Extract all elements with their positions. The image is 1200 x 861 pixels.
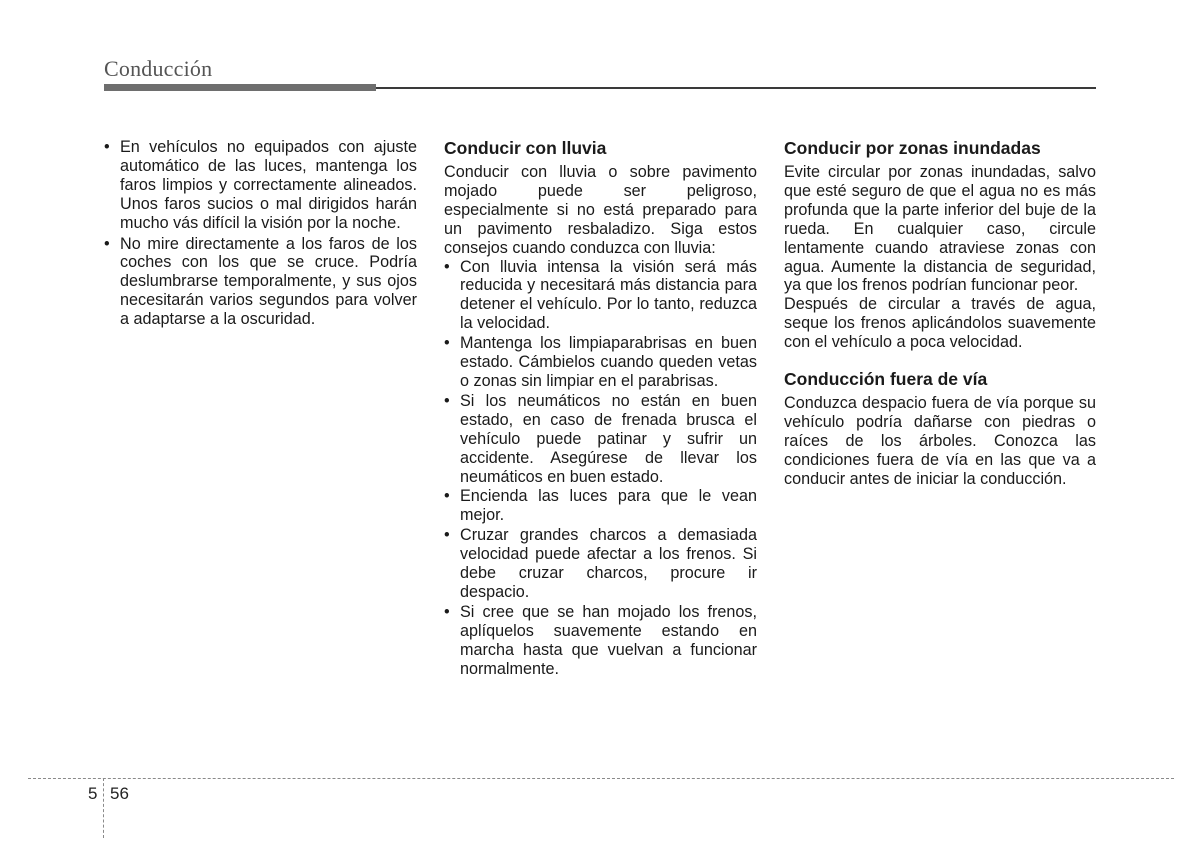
bullet-text: No mire directamente a los faros de los coches con los que se cruce. Podría deslumbrarse temporalmente, y sus ojos necesitarán varios segundos para volver a adaptarse a la oscuridad. [120,234,417,329]
column-1 [104,138,417,331]
list-item [444,392,757,487]
list-item [444,603,757,679]
chapter-number: 5 [88,784,98,803]
bullet-icon: • [444,487,450,506]
bullet-icon: • [444,602,450,621]
bullet-text: Cruzar grandes charcos a demasiada velocidad puede afectar a los frenos. Si debe cruzar charcos, procure ir despacio. [460,526,757,601]
page-header-title: Conducción [104,56,213,81]
bullet-text: Encienda las luces para que le vean mejor. [460,487,757,525]
paragraph-flooded-2: Después de circular a través de agua, seque los frenos aplicándolos suavemente con el vehículo a poca velocidad. [784,295,1096,352]
bullet-icon: • [444,526,450,545]
bullet-text: Con lluvia intensa la visión será más reducida y necesitará más distancia para detener el vehículo. Por lo tanto, reduzca la velocidad. [460,257,757,333]
rain-bullet-list [444,258,757,679]
list-item [444,487,757,525]
bullet-text: Si cree que se han mojado los frenos, aplíquelos suavemente estando en marcha hasta que vuelvan a funcionar normalmente. [460,602,757,678]
bullet-icon: • [444,391,450,410]
header-rule-thin [376,87,1096,89]
page-number: 56 [110,784,129,803]
column-2 [444,138,757,679]
paragraph-offroad-1: Conduzca despacio fuera de vía porque su vehículo podría dañarse con piedras o raíces de los árboles. Conozca las condiciones fuera de vía en las que va a conducir antes de iniciar la conducción. [784,394,1096,488]
list-item [444,334,757,391]
section-intro-rain: Conducir con lluvia o sobre pavimento mojado puede ser peligroso, especialmente si no está preparado para un pavimento resbaladizo. Siga estos consejos cuando conduzca con lluvia: [444,163,757,257]
bullet-icon: • [104,138,110,156]
footer-dashed-line [28,778,1174,779]
list-item [104,235,417,330]
bullet-icon: • [444,334,450,353]
column-1-bullet-list [104,138,417,329]
header-rule [104,84,1096,91]
header-rule-thick [104,84,376,91]
section-heading-flooded: Conducir por zonas inundadas [784,138,1041,158]
section-heading-rain: Conducir con lluvia [444,138,607,158]
list-item [444,258,757,334]
list-item [104,138,417,233]
bullet-icon: • [104,234,110,253]
bullet-icon: • [444,257,450,276]
bullet-text: En vehículos no equipados con ajuste automático de las luces, mantenga los faros limpios y correctamente alineados. Unos faros sucios o mal dirigidos harán mucho vás difícil la visión por la noche. [120,138,417,232]
column-3 [784,138,1096,489]
footer-dashed-divider [103,778,104,838]
bullet-text: Mantenga los limpiaparabrisas en buen estado. Cámbielos cuando queden vetas o zonas sin limpiar en el parabrisas. [460,334,757,390]
section-heading-offroad: Conducción fuera de vía [784,369,988,390]
list-item [444,526,757,602]
bullet-text: Si los neumáticos no están en buen estado, en caso de frenada brusca el vehículo puede patinar y sufrir un accidente. Asegúrese de llevar los neumáticos en buen estado. [460,391,757,486]
paragraph-flooded-1: Evite circular por zonas inundadas, salvo que esté seguro de que el agua no es más profunda que la parte inferior del buje de la rueda. En cualquier caso, circule lentamente cuando atraviese zonas con agua. Aumente la distancia de seguridad, ya que los frenos podrían funcionar peor. [784,163,1096,295]
